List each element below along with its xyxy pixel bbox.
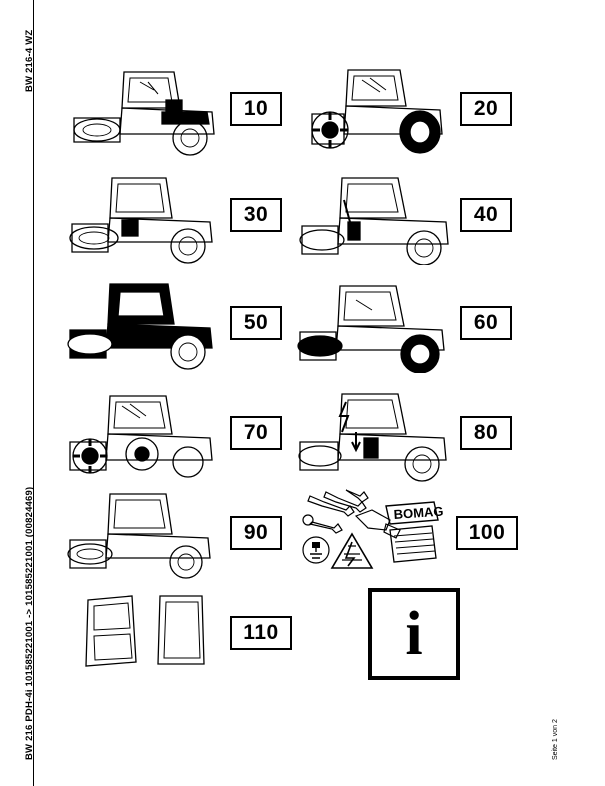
roller-plain-side-view-icon xyxy=(62,488,237,583)
item-10[interactable] xyxy=(62,60,282,160)
item-50[interactable] xyxy=(62,278,282,373)
item-100-number[interactable]: 100 xyxy=(456,516,518,550)
item-90-number[interactable]: 90 xyxy=(230,516,282,550)
roller-drum-drive-detail-icon xyxy=(62,388,237,483)
item-110[interactable] xyxy=(74,594,294,684)
roller-drum-front-view-icon xyxy=(300,60,480,160)
cab-panels-group-icon xyxy=(74,594,234,674)
item-110-number[interactable]: 110 xyxy=(230,616,292,650)
item-40[interactable] xyxy=(294,170,530,265)
item-30-number[interactable]: 30 xyxy=(230,198,282,232)
item-70-number[interactable]: 70 xyxy=(230,416,282,450)
item-20[interactable] xyxy=(300,60,530,160)
item-60[interactable] xyxy=(294,278,530,373)
item-20-number[interactable]: 20 xyxy=(460,92,512,126)
roller-with-operator-platform-icon xyxy=(62,60,237,160)
tools-and-decals-group-icon xyxy=(294,488,454,578)
item-100[interactable] xyxy=(294,488,530,583)
page-number-marker: Seite 1 von 2 xyxy=(552,719,559,760)
roller-rear-frame-icon xyxy=(294,170,479,265)
roller-electrical-detail-icon xyxy=(294,388,479,483)
item-70[interactable] xyxy=(62,388,282,483)
roller-with-dark-wheel-icon xyxy=(294,278,479,373)
roller-side-view-cab-icon xyxy=(62,170,237,265)
information-letter: i xyxy=(405,600,423,668)
item-30[interactable] xyxy=(62,170,282,265)
svg-text:BOMAG: BOMAG xyxy=(393,503,444,522)
item-50-number[interactable]: 50 xyxy=(230,306,282,340)
header-machine-model: BW 216-4 WZ xyxy=(24,29,35,92)
item-40-number[interactable]: 40 xyxy=(460,198,512,232)
item-90[interactable] xyxy=(62,488,282,583)
item-80[interactable] xyxy=(294,388,530,483)
item-10-number[interactable]: 10 xyxy=(230,92,282,126)
item-80-number[interactable]: 80 xyxy=(460,416,512,450)
item-60-number[interactable]: 60 xyxy=(460,306,512,340)
roller-solid-black-cab-icon xyxy=(62,278,237,373)
footer-part-reference: BW 216 PDH-4i 101585221001 -> 101585221001 (00824469) xyxy=(24,486,35,760)
information-symbol-inner-frame xyxy=(371,591,457,677)
information-symbol[interactable] xyxy=(368,588,460,680)
